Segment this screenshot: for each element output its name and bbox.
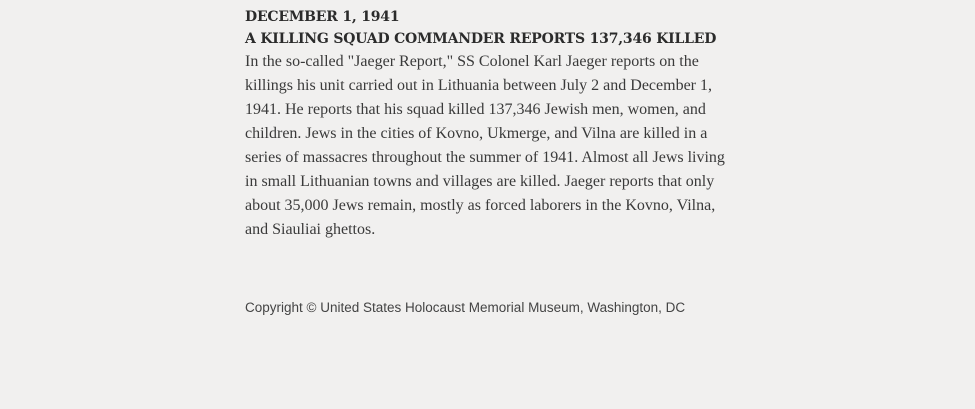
- timeline-entry: [245, 6, 735, 242]
- entry-headline: A KILLING SQUAD COMMANDER REPORTS 137,346 KILLED: [245, 31, 717, 47]
- entry-body: In the so-called "Jaeger Report," SS Colonel Karl Jaeger reports on the killings his unit carried out in Lithuania between July 2 and December 1, 1941. He reports that his squad killed 137,346 Jewish men, women, and children. Jews in the cities of Kovno, Ukmerge, and Vilna are killed in a series of massacres throughout the summer of 1941. Almost all Jews living in small Lithuanian towns and villages are killed. Jaeger reports that only about 35,000 Jews remain, mostly as forced laborers in the Kovno, Vilna, and Siauliai ghettos.: [245, 53, 725, 238]
- entry-date: DECEMBER 1, 1941: [245, 9, 400, 25]
- copyright-notice: Copyright © United States Holocaust Memorial Museum, Washington, DC: [245, 300, 686, 315]
